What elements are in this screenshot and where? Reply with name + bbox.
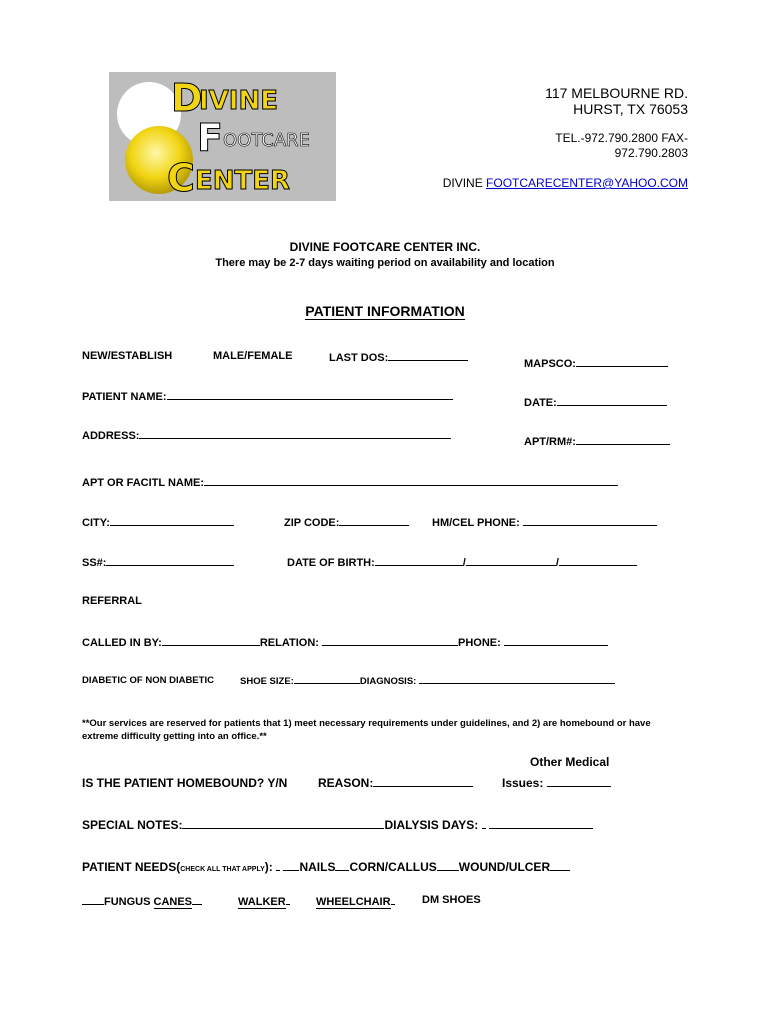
address-street: 117 MELBOURNE RD.: [545, 85, 688, 101]
address-phone: TEL.-972.790.2800 FAX-: [555, 131, 688, 145]
logo: [109, 72, 336, 201]
dob-field[interactable]: [287, 555, 637, 569]
services-note-line1: **Our services are reserved for patients that 1) meet necessary requirements under guidelines, and 2) are homebound or have: [82, 718, 651, 729]
nails-label: NAILS: [299, 860, 336, 874]
address-fax: 972.790.2803: [614, 146, 688, 160]
issues-field[interactable]: [502, 776, 611, 790]
wheelchair-option[interactable]: [316, 894, 395, 908]
last-dos-label: LAST DOS:: [329, 352, 389, 364]
logo-letter-f: F: [197, 116, 223, 160]
fungus-checkbox[interactable]: [82, 894, 104, 905]
called-in-by-field[interactable]: [82, 635, 608, 649]
email-prefix: DIVINE: [442, 176, 487, 190]
homebound-label[interactable]: IS THE PATIENT HOMEBOUND? Y/N: [82, 776, 288, 790]
zip-field[interactable]: [284, 515, 409, 529]
services-note-line2: extreme difficulty getting into an office.**: [82, 731, 267, 742]
city-label: CITY:: [82, 517, 110, 529]
apt-facitl-field[interactable]: [82, 475, 618, 489]
corn-checkbox[interactable]: [335, 860, 349, 871]
phone-label: PHONE:: [458, 637, 501, 649]
dob-separator: /: [462, 557, 466, 569]
dialysis-days-label: DIALYSIS DAYS:: [384, 818, 479, 832]
date-field[interactable]: [524, 395, 667, 409]
check-all-note: CHECK ALL THAT APPLY: [180, 866, 265, 873]
corn-label: CORN/CALLUS: [349, 860, 437, 874]
logo-letter-c: C: [167, 156, 195, 200]
walker-option[interactable]: [238, 894, 290, 908]
address-field[interactable]: [82, 428, 451, 442]
fungus-label: FUNGUS: [104, 896, 151, 908]
ss-field[interactable]: [82, 555, 234, 569]
page-subtitle: There may be 2-7 days waiting period on availability and location: [215, 257, 555, 269]
address-label: ADDRESS:: [82, 430, 140, 442]
other-medical-label: Other Medical: [530, 755, 610, 769]
new-establish-label[interactable]: NEW/ESTABLISH: [82, 350, 173, 362]
referral-label: REFERRAL: [82, 595, 142, 607]
special-notes-label: SPECIAL NOTES:: [82, 818, 183, 832]
apt-facitl-label: APT OR FACITL NAME:: [82, 477, 205, 489]
wheelchair-label: WHEELCHAIR: [316, 896, 391, 908]
dm-shoes-option[interactable]: DM SHOES: [422, 894, 481, 906]
patient-name-label: PATIENT NAME:: [82, 391, 167, 403]
issues-label: Issues:: [502, 776, 544, 790]
address-city: HURST, TX 76053: [573, 101, 688, 117]
shoe-size-field[interactable]: [240, 675, 615, 687]
mapsco-field[interactable]: [524, 356, 668, 370]
male-female-label[interactable]: MALE/FEMALE: [213, 350, 293, 362]
patient-needs-row: [82, 860, 570, 874]
section-heading-text: PATIENT INFORMATION: [305, 303, 465, 319]
patient-needs-close: ):: [264, 860, 273, 874]
page-title: DIVINE FOOTCARE CENTER INC.: [289, 240, 481, 254]
called-in-by-label: CALLED IN BY:: [82, 637, 162, 649]
shoe-size-label: SHOE SIZE:: [240, 676, 294, 687]
relation-label: RELATION:: [259, 637, 319, 649]
walker-label: WALKER: [238, 896, 286, 908]
canes-label[interactable]: CANES: [153, 896, 193, 908]
dob-separator: /: [555, 557, 559, 569]
hm-cel-phone-label: HM/CEL PHONE:: [432, 517, 520, 529]
section-heading: [0, 303, 770, 319]
reason-field[interactable]: [318, 776, 473, 790]
email-link[interactable]: FOOTCARECENTER@YAHOO.COM: [486, 176, 688, 190]
reason-label: REASON:: [318, 776, 374, 790]
dob-label: DATE OF BIRTH:: [287, 557, 375, 569]
wound-checkbox[interactable]: [437, 860, 459, 871]
address-email-line: [443, 176, 688, 190]
nails-checkbox[interactable]: [283, 860, 299, 871]
logo-letter-d: D: [171, 76, 203, 120]
city-field[interactable]: [82, 515, 234, 529]
patient-needs-label: PATIENT NEEDS(: [82, 860, 181, 874]
mapsco-label: MAPSCO:: [524, 358, 576, 370]
hm-cel-phone-field[interactable]: [432, 515, 657, 529]
apt-rm-label: APT/RM#:: [524, 436, 576, 448]
logo-word-enter: ENTER: [195, 166, 291, 196]
special-notes-field[interactable]: [82, 818, 593, 832]
diabetic-label[interactable]: DIABETIC OF NON DIABETIC: [82, 675, 214, 686]
wound-label: WOUND/ULCER: [458, 860, 551, 874]
patient-name-field[interactable]: [82, 389, 453, 403]
logo-word-ivine: IVINE: [199, 86, 278, 116]
diagnosis-label: DIAGNOSIS:: [359, 676, 417, 687]
last-dos-field[interactable]: [329, 350, 468, 364]
logo-word-ootcare: OOTCARE: [223, 130, 311, 151]
zip-label: ZIP CODE:: [284, 517, 340, 529]
apt-rm-field[interactable]: [524, 434, 670, 448]
date-label: DATE:: [524, 397, 557, 409]
fungus-canes-row[interactable]: [82, 894, 202, 908]
ss-label: SS#:: [82, 557, 107, 569]
